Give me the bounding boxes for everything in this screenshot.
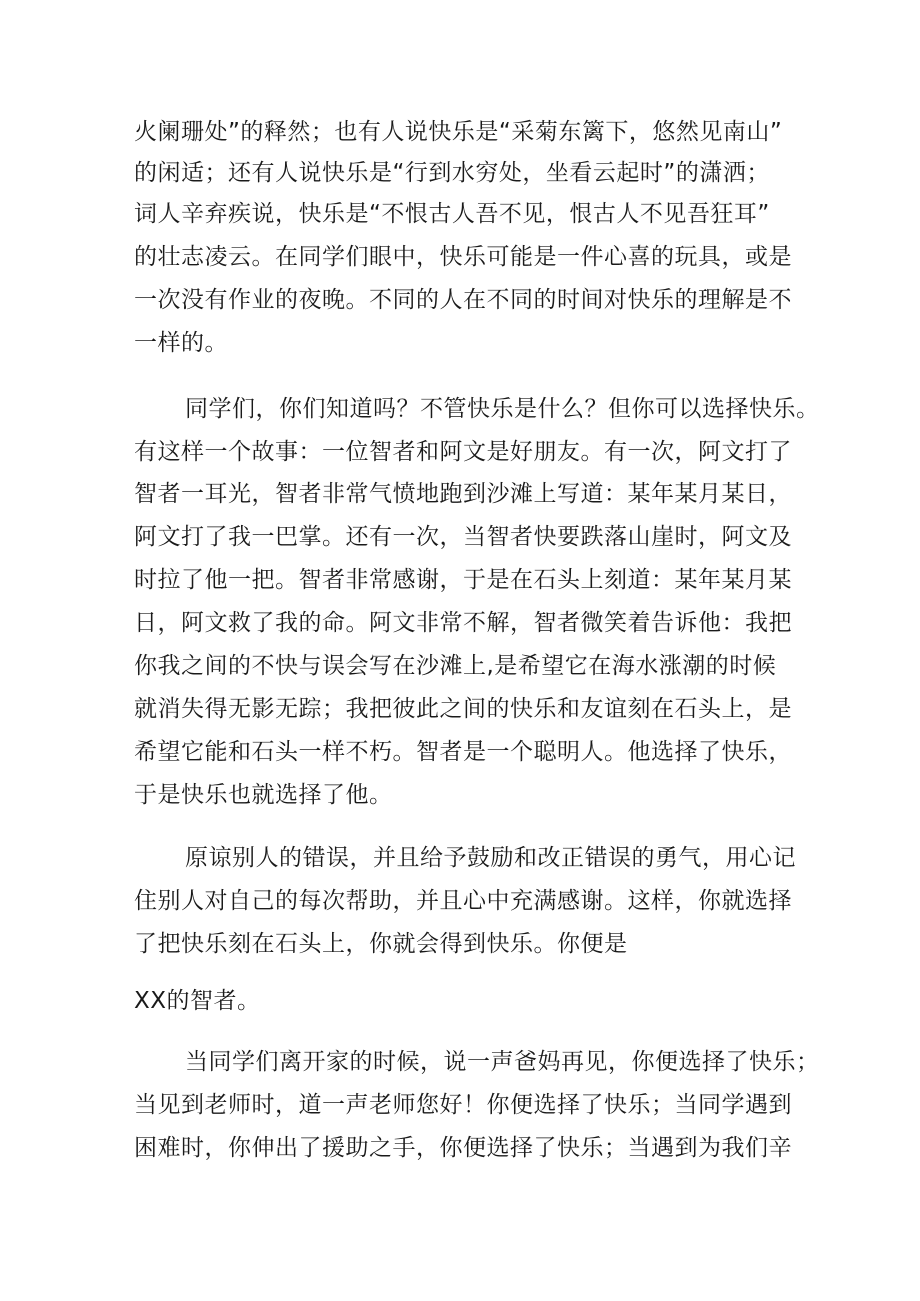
p2-line-7: 你我之间的不快与误会写在沙滩上,是希望它在海水涨潮的时候: [134, 653, 777, 679]
p3-line-2: 住别人对自己的每次帮助，并且心中充满感谢。这样，你就选择: [134, 888, 792, 914]
p4-line-1: 当同学们离开家的时候，说一声爸妈再见，你便选择了快乐；: [185, 1049, 820, 1075]
p2-line-8: 就消失得无影无踪；我把彼此之间的快乐和友谊刻在石头上，是: [134, 696, 792, 722]
p1-line-4: 的壮志凌云。在同学们眼中，快乐可能是一件心喜的玩具，或是: [134, 244, 792, 270]
p3-line-4: XX的智者。: [134, 988, 261, 1014]
p4-line-3: 困难时，你伸出了援助之手，你便选择了快乐；当遇到为我们辛: [134, 1135, 792, 1161]
p2-line-1: 同学们，你们知道吗？不管快乐是什么？但你可以选择快乐。: [185, 396, 820, 422]
p1-line-3: 词人辛弃疾说，快乐是“不恨古人吾不见，恨古人不见吾狂耳”: [134, 201, 770, 227]
p2-line-4: 阿文打了我一巴掌。还有一次，当智者快要跌落山崖时，阿文及: [134, 524, 792, 550]
p1-line-2: 的闲适；还有人说快乐是“行到水穷处，坐看云起时”的潇洒；: [134, 160, 770, 186]
p2-line-10: 于是快乐也就选择了他。: [134, 782, 393, 808]
p4-line-2: 当见到老师时，道一声老师您好！你便选择了快乐；当同学遇到: [134, 1092, 792, 1118]
p2-line-5: 时拉了他一把。智者非常感谢，于是在石头上刻道：某年某月某: [134, 567, 792, 593]
p2-line-2: 有这样一个故事：一位智者和阿文是好朋友。有一次，阿文打了: [134, 439, 792, 465]
p3-line-1: 原谅别人的错误，并且给予鼓励和改正错误的勇气，用心记: [185, 845, 796, 871]
p1-line-6: 一样的。: [134, 330, 228, 356]
p1-line-1: 火阑珊处”的释然；也有人说快乐是“采菊东篱下，悠然见南山”: [134, 119, 783, 145]
p3-line-3: 了把快乐刻在石头上，你就会得到快乐。你便是: [134, 931, 628, 957]
p2-line-6: 日，阿文救了我的命。阿文非常不解，智者微笑着告诉他：我把: [134, 610, 792, 636]
p1-line-5: 一次没有作业的夜晚。不同的人在不同的时间对快乐的理解是不: [134, 287, 792, 313]
p2-line-9: 希望它能和石头一样不朽。智者是一个聪明人。他选择了快乐，: [134, 739, 792, 765]
p2-line-3: 智者一耳光，智者非常气愤地跑到沙滩上写道：某年某月某日，: [134, 481, 792, 507]
